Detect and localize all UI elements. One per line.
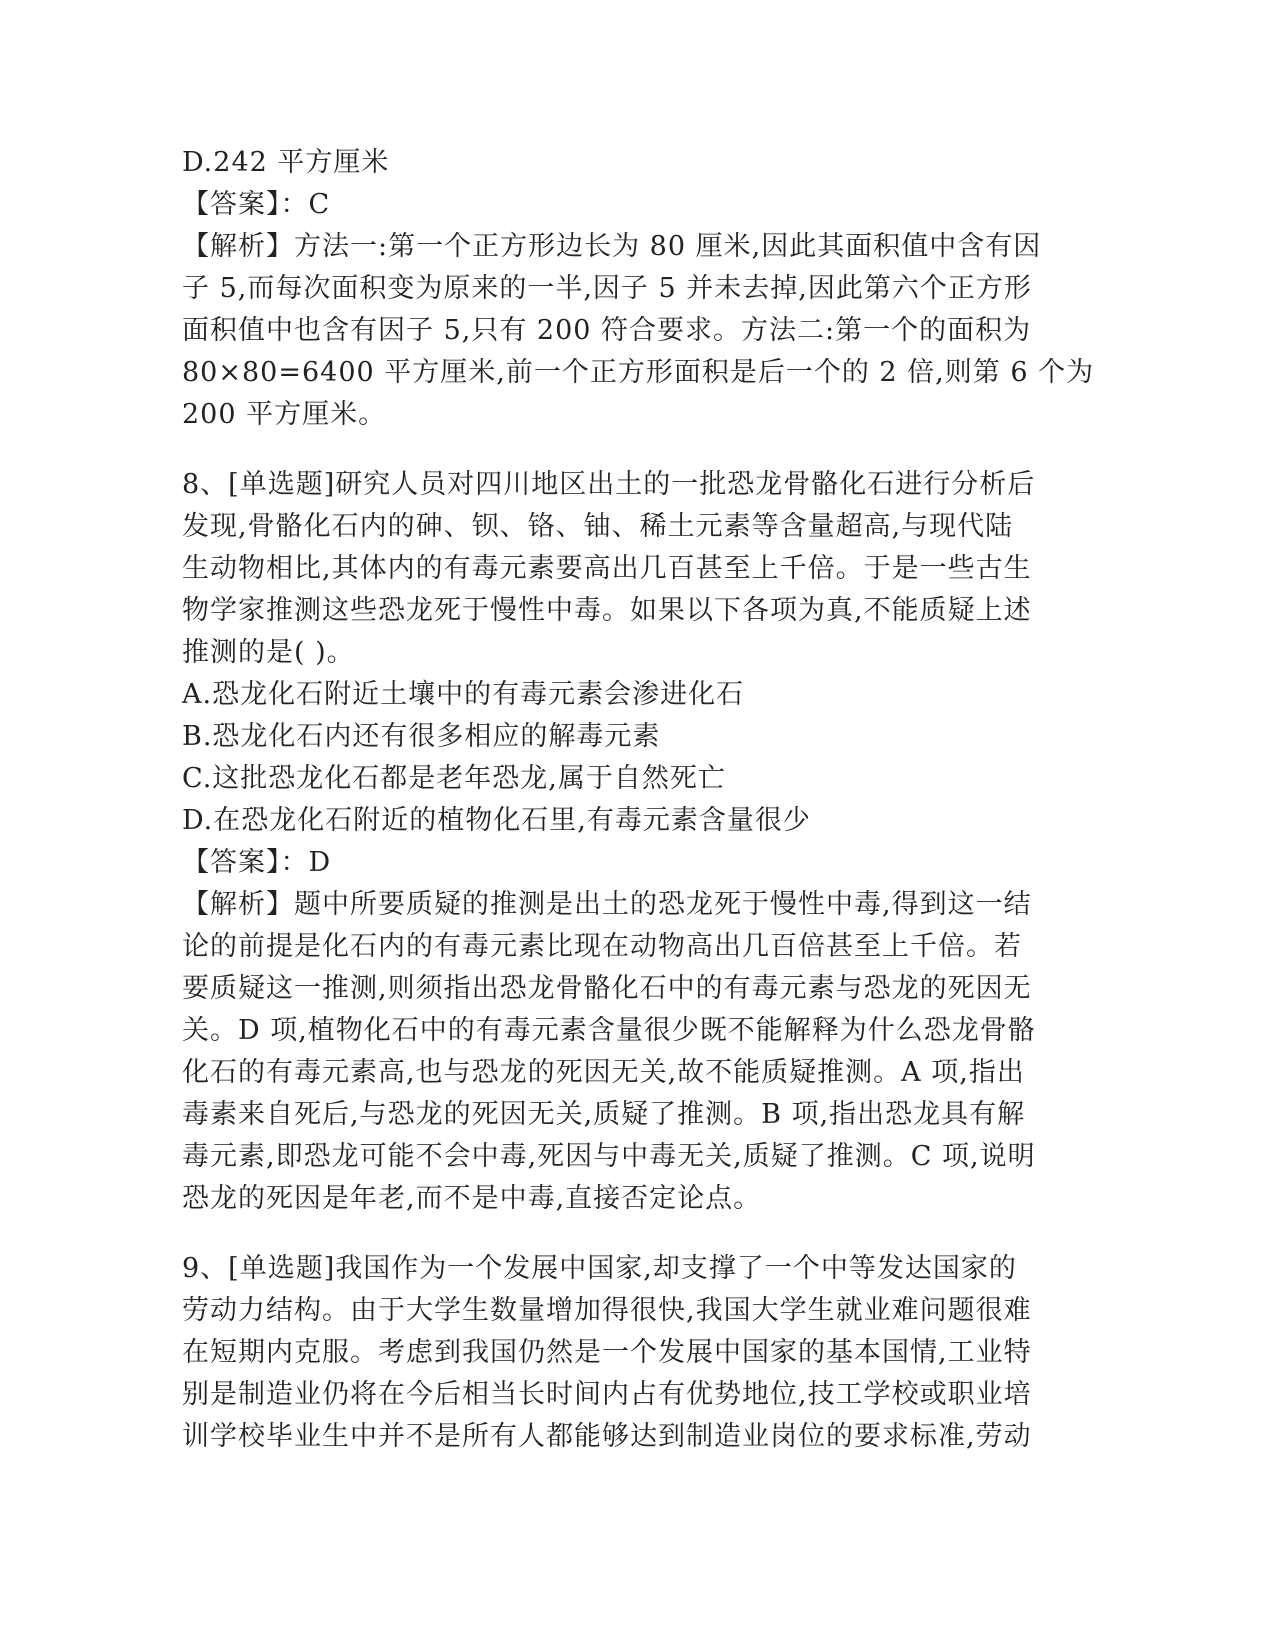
page-content <box>182 142 1095 1458</box>
q8-stem-line: 生动物相比,其体内的有毒元素要高出几百甚至上千倍。于是一些古生 <box>182 553 1032 584</box>
q8-option-a: A.恐龙化石附近土壤中的有毒元素会渗进化石 <box>182 679 745 710</box>
q8-analysis-line: 毒元素,即恐龙可能不会中毒,死因与中毒无关,质疑了推测。C 项,说明 <box>182 1141 1036 1172</box>
q8-answer: 【答案】：D <box>182 847 332 878</box>
q9-stem-line: 劳动力结构。由于大学生数量增加得很快,我国大学生就业难问题很难 <box>182 1295 1032 1326</box>
q7-analysis-line: 面积值中也含有因子 5,只有 200 符合要求。方法二:第一个的面积为 <box>182 315 1032 346</box>
q8-stem-line: 推测的是( )。 <box>182 637 355 668</box>
q8-stem-line: 8、[单选题]研究人员对四川地区出土的一批恐龙骨骼化石进行分析后 <box>182 469 1036 500</box>
q7-analysis-line: 【解析】方法一:第一个正方形边长为 80 厘米,因此其面积值中含有因 <box>182 231 1042 262</box>
q9-stem-line: 别是制造业仍将在今后相当长时间内占有优势地位,技工学校或职业培 <box>182 1379 1032 1410</box>
q8-option-b: B.恐龙化石内还有很多相应的解毒元素 <box>182 721 661 752</box>
q8-analysis-line: 【解析】题中所要质疑的推测是出土的恐龙死于慢性中毒,得到这一结 <box>182 889 1032 920</box>
q8-analysis-line: 毒素来自死后,与恐龙的死因无关,质疑了推测。B 项,指出恐龙具有解 <box>182 1099 1026 1130</box>
q7-analysis-line: 80×80=6400 平方厘米,前一个正方形面积是后一个的 2 倍,则第 6 个为 <box>182 357 1095 388</box>
paragraph-gap <box>182 1220 1042 1248</box>
q7-answer: 【答案】：C <box>182 189 331 220</box>
q8-analysis-line: 论的前提是化石内的有毒元素比现在动物高出几百倍甚至上千倍。若 <box>182 931 1022 962</box>
q9-stem-line: 9、[单选题]我国作为一个发展中国家,却支撑了一个中等发达国家的 <box>182 1253 1017 1284</box>
q8-option-c: C.这批恐龙化石都是老年恐龙,属于自然死亡 <box>182 763 726 794</box>
q8-analysis-line: 要质疑这一推测,则须指出恐龙骨骼化石中的有毒元素与恐龙的死因无 <box>182 973 1032 1004</box>
q7-analysis-line: 子 5,而每次面积变为原来的一半,因子 5 并未去掉,因此第六个正方形 <box>182 273 1032 304</box>
q8-analysis-line: 化石的有毒元素高,也与恐龙的死因无关,故不能质疑推测。A 项,指出 <box>182 1057 1025 1088</box>
q8-analysis-line: 恐龙的死因是年老,而不是中毒,直接否定论点。 <box>182 1183 762 1214</box>
q9-stem-line: 在短期内克服。考虑到我国仍然是一个发展中国家的基本国情,工业特 <box>182 1337 1032 1368</box>
q8-stem-line: 物学家推测这些恐龙死于慢性中毒。如果以下各项为真,不能质疑上述 <box>182 595 1032 626</box>
q7-analysis-line: 200 平方厘米。 <box>182 399 387 430</box>
q7-option-d: D.242 平方厘米 <box>182 147 390 178</box>
q8-analysis-line: 关。D 项,植物化石中的有毒元素含量很少既不能解释为什么恐龙骨骼 <box>182 1015 1036 1046</box>
paragraph-gap <box>182 436 1042 464</box>
q8-option-d: D.在恐龙化石附近的植物化石里,有毒元素含量很少 <box>182 805 811 836</box>
q8-stem-line: 发现,骨骼化石内的砷、钡、铬、铀、稀土元素等含量超高,与现代陆 <box>182 511 1014 542</box>
q9-stem-line: 训学校毕业生中并不是所有人都能够达到制造业岗位的要求标准,劳动 <box>182 1421 1032 1452</box>
